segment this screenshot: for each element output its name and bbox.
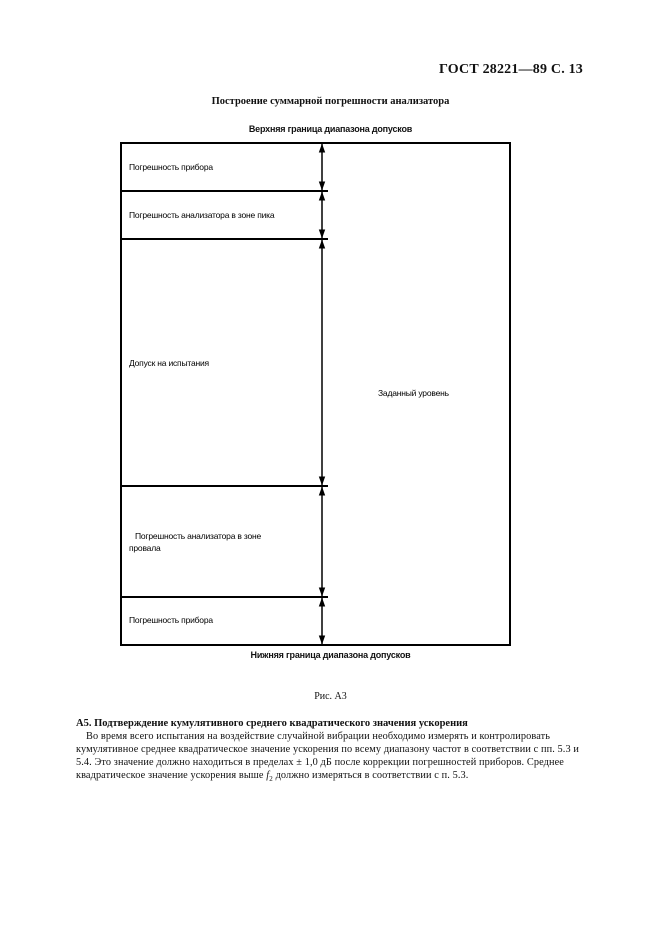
arrows bbox=[320, 145, 325, 643]
frequency-variable: f bbox=[266, 770, 270, 781]
paragraph-line-2: кумулятивное среднее квадратическое значение ускорения по всему диапазону частот в соответствии с пп. 5.3 и bbox=[76, 744, 580, 755]
paragraph-line-3: 5.4. Это значение должно находиться в пределах ± 1,0 дБ после коррекции погрешностей приборов. Среднее bbox=[76, 757, 564, 768]
target-level-label: Заданный уровень bbox=[378, 388, 449, 398]
arrow-segment-5 bbox=[320, 599, 325, 643]
segment-label-2: Погрешность анализатора в зоне пика bbox=[129, 210, 275, 220]
segment-label-5: Погрешность прибора bbox=[129, 615, 213, 625]
figure-title: Построение суммарной погрешности анализатора bbox=[211, 96, 450, 107]
page-header: ГОСТ 28221—89 С. 13 bbox=[439, 62, 583, 77]
error-diagram bbox=[120, 142, 512, 647]
arrow-segment-1 bbox=[320, 145, 325, 189]
figure-caption: Рис. А3 bbox=[314, 691, 347, 702]
frequency-subscript: 2 bbox=[269, 775, 273, 784]
segment-label-4-line2: провала bbox=[129, 543, 161, 553]
paragraph-line-4-end: должно измеряться в соответствии с п. 5.3. bbox=[275, 770, 469, 781]
segment-label-3: Допуск на испытания bbox=[129, 358, 209, 368]
section-heading: А5. Подтверждение кумулятивного среднего квадратического значения ускорения bbox=[76, 718, 468, 729]
paragraph-line-4-start: квадратическое значение ускорения выше bbox=[76, 770, 264, 781]
paragraph-line-4 bbox=[76, 770, 468, 783]
arrow-segment-4 bbox=[320, 488, 325, 595]
segment-label-4-line1: Погрешность анализатора в зоне bbox=[135, 531, 262, 541]
lower-boundary-label: Нижняя граница диапазона допусков bbox=[250, 650, 411, 660]
upper-boundary-label: Верхняя граница диапазона допусков bbox=[248, 124, 413, 134]
arrow-segment-3 bbox=[320, 241, 325, 484]
paragraph-line-1: Во время всего испытания на воздействие случайной вибрации необходимо измерять и контролировать bbox=[86, 731, 550, 742]
arrow-segment-2 bbox=[320, 193, 325, 237]
segment-label-1: Погрешность прибора bbox=[129, 162, 213, 172]
